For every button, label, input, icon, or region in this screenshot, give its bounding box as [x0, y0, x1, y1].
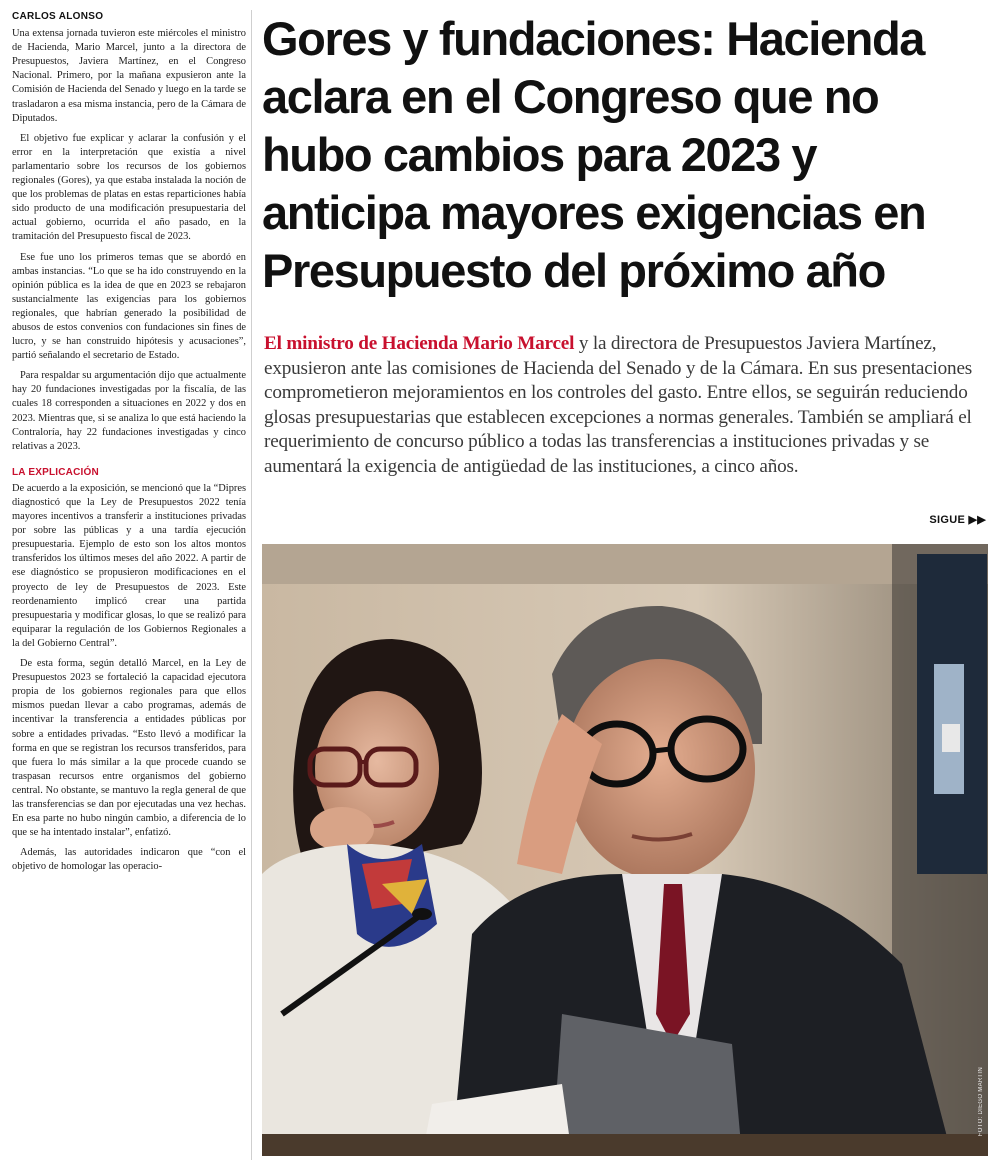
body-paragraph: De acuerdo a la exposición, se mencionó que la “Dipres diagnosticó que la Ley de Presupuestos 2022 tenía mayores incentivos a transferir a instituciones privadas por sobre las públicas y a una tardía ejecución presupuestaria. Ejemplo de esto son los altos montos transferidos los últimos meses del año 2022. A partir de ese diagnóstico se propusieron modificaciones en el proyecto de ley de Presupuestos de 2023. Este reordenamiento implicó crear una partida presupuestaria y modificar glosas, lo que se realizó para equiparar la regulación de los Gobiernos Regionales a la del Gobierno Central”. [12, 482, 246, 649]
body-paragraph: Ese fue uno los primeros temas que se abordó en ambas instancias. “Lo que se ha ido construyendo en la opinión pública es la idea de que en 2023 se rebajaron sustancialmente las exigencias para los gobiernos regionales, que habrían generado la posibilidad de abusos de estos convenios con fundaciones sin fines de lucro, y se han construido hipótesis y acusaciones”, partió señalando el secretario de Estado. [12, 251, 246, 362]
byline: CARLOS ALONSO [12, 11, 104, 22]
lead-highlight: El ministro de Hacienda Mario Marcel [264, 333, 575, 354]
body-paragraph: Además, las autoridades indicaron que “con el objetivo de homologar las operacio- [12, 847, 246, 873]
photo-illustration [262, 544, 988, 1156]
column-divider [251, 10, 252, 1160]
lead-text: y la directora de Presupuestos Javiera Martínez, expusieron ante las comisiones de Hacienda del Senado y de la Cámara. En sus presentaciones comprometieron mejoramientos en los controles del gasto. Entre ellos, se seguirán reduciendo glosas presupuestarias que establecen excepciones a normas generales. También se ampliará el requerimiento de concurso público a todas las transferencias a instituciones privadas y se aumentará la exigencia de antigüedad de las instituciones, a cinco años. [264, 333, 973, 477]
body-paragraph: Para respaldar su argumentación dijo que actualmente hay 20 fundaciones investigadas por la fiscalía, de las cuales 18 corresponden a situaciones en 2022 y dos en 2023. Mientras que, si se analiza lo que está haciendo la Contraloría, hay 22 fundaciones investigadas y cinco relativas a 2023. [12, 370, 246, 452]
photo-credit: FOTO: DIEGO MARTIN [978, 1066, 984, 1136]
body-paragraph: De esta forma, según detalló Marcel, en la Ley de Presupuestos 2023 se fortaleció la capacidad ejecutora propia de los gobiernos regionales para que ellos mismos puedan llevar a cabo programas, además de incentivar la transferencia a entidades públicas por sobre a entidades privadas. “Esto llevó a modificar la forma en que se registran los recursos transferidos, para que fuera lo más similar a la que procede cuando se traspasan recursos entre organismos del gobierno central. No obstante, se mantuvo la regla general de que las transferencias se dan por ejecutadas una vez hechas. En esa parte no hubo ningún cambio, a diferencia de lo que se ha intentado instalar”, enfatizó. [12, 658, 246, 839]
article-photo [262, 544, 988, 1156]
section-subhead: LA EXPLICACIÓN [12, 466, 99, 478]
body-paragraph: El objetivo fue explicar y aclarar la confusión y el error en la interpretación que existía a nivel parlamentario sobre los recursos de los gobiernos regionales (Gores), ya que estaba instalada la noción de que los problemas de platas en estas reparticiones había sido producto de una modificación presupuestaria del actual gobierno, ocurrida el año pasado, en la tramitación del Presupuesto fiscal de 2023. [12, 132, 246, 243]
body-paragraph: Una extensa jornada tuvieron este miércoles el ministro de Hacienda, Mario Marcel, junto a la directora de Presupuestos, Javiera Martínez, en el Congreso Nacional. Primero, por la mañana expusieron ante la Comisión de Hacienda del Senado y luego en la tarde se trasladaron a esa misma instancia, pero de la Cámara de Diputados. [12, 28, 246, 124]
headline: Gores y fundaciones: Hacienda aclara en el Congreso que no hubo cambios para 2023 y anticipa mayores exigencias en Presupuesto del próximo año [262, 12, 926, 297]
article-body-column [12, 10, 246, 880]
continue-marker: SIGUE ▶▶ [929, 514, 986, 526]
lead-paragraph [264, 332, 990, 479]
